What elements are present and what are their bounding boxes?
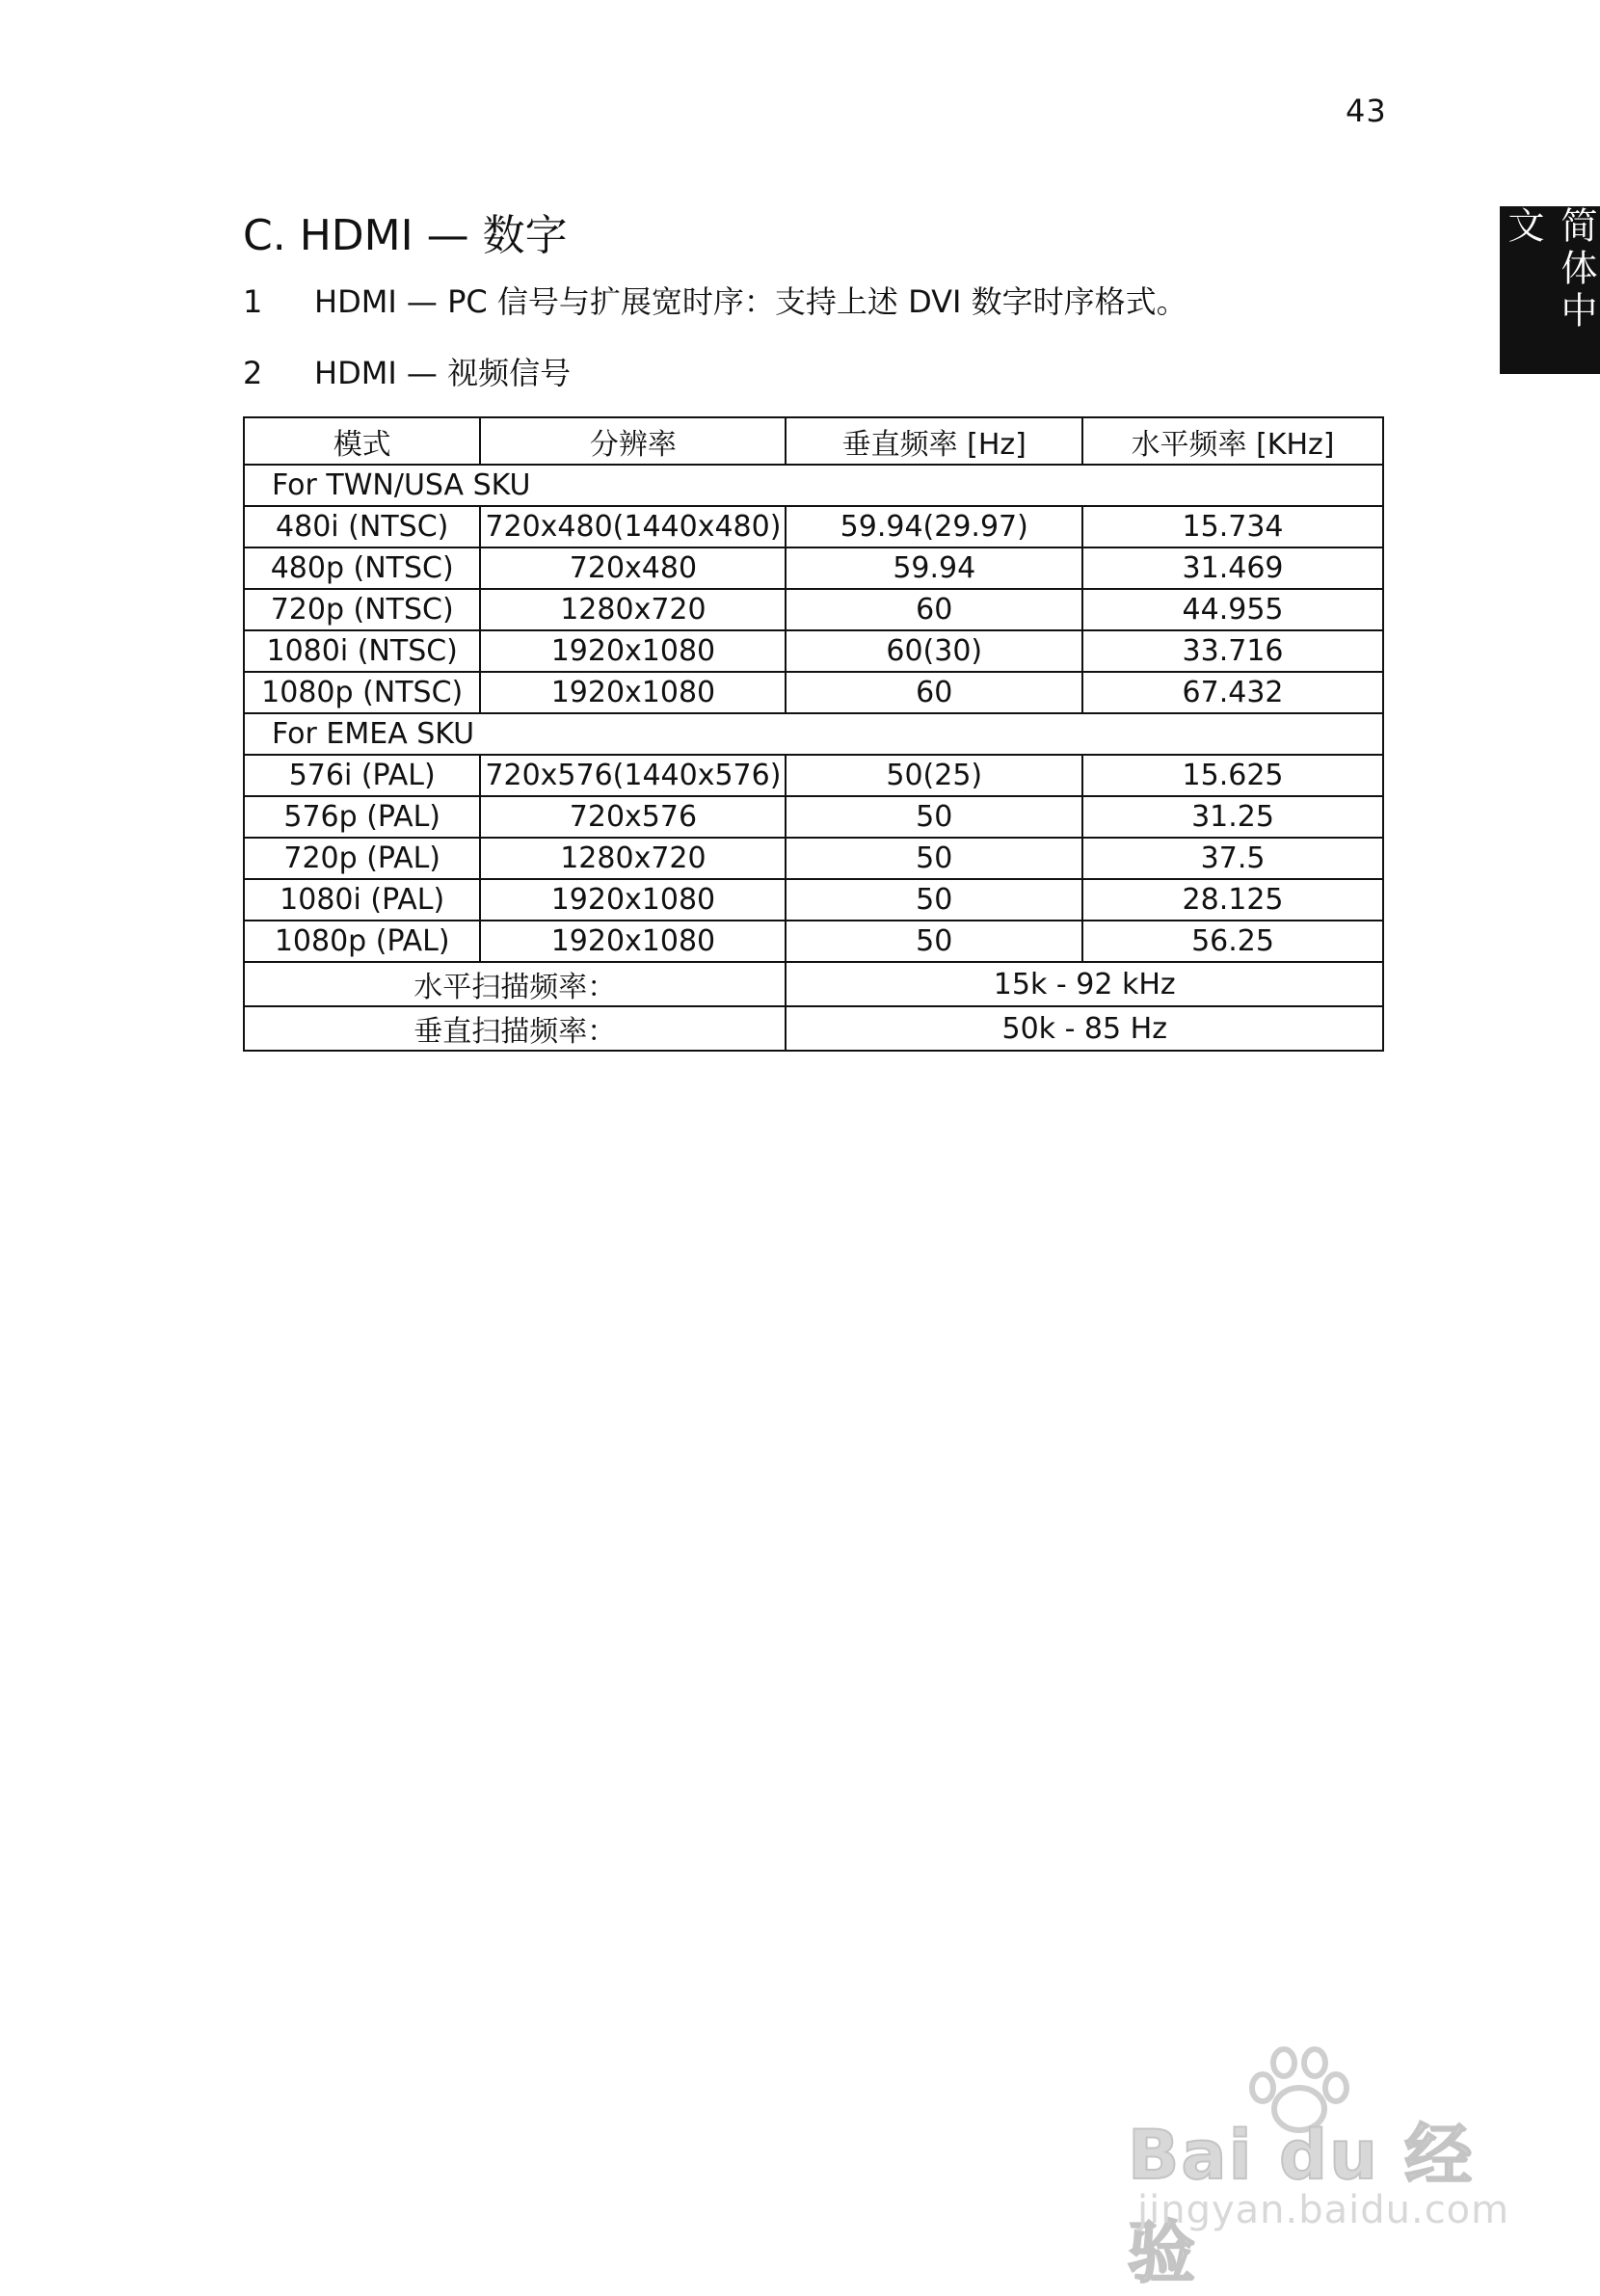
table-row bbox=[244, 589, 1383, 630]
cell-mode: 1080i (NTSC) bbox=[244, 630, 480, 672]
cell-mode: 1080p (PAL) bbox=[244, 921, 480, 962]
column-header-resolution: 分辨率 bbox=[480, 417, 786, 465]
table-row bbox=[244, 672, 1383, 713]
cell-vertical-frequency: 60 bbox=[786, 672, 1082, 713]
table-row bbox=[244, 630, 1383, 672]
language-side-tab-label: 简体中文 bbox=[1502, 206, 1597, 334]
cell-vertical-frequency: 50 bbox=[786, 796, 1082, 838]
cell-horizontal-frequency: 15.734 bbox=[1082, 506, 1383, 547]
column-header-mode: 模式 bbox=[244, 417, 480, 465]
list-item-text: HDMI — PC 信号与扩展宽时序：支持上述 DVI 数字时序格式。 bbox=[314, 283, 1187, 320]
cell-mode: 576i (PAL) bbox=[244, 755, 480, 796]
cell-resolution: 1920x1080 bbox=[480, 630, 786, 672]
cell-horizontal-frequency: 44.955 bbox=[1082, 589, 1383, 630]
cell-resolution: 720x480(1440x480) bbox=[480, 506, 786, 547]
cell-vertical-frequency: 60 bbox=[786, 589, 1082, 630]
cell-horizontal-frequency: 28.125 bbox=[1082, 879, 1383, 921]
cell-horizontal-frequency: 56.25 bbox=[1082, 921, 1383, 962]
cell-mode: 1080p (NTSC) bbox=[244, 672, 480, 713]
table-row bbox=[244, 547, 1383, 589]
cell-vertical-frequency: 50 bbox=[786, 838, 1082, 879]
cell-resolution: 720x576 bbox=[480, 796, 786, 838]
cell-resolution: 1280x720 bbox=[480, 838, 786, 879]
column-header-vertical-frequency: 垂直频率 [Hz] bbox=[786, 417, 1082, 465]
cell-vertical-frequency: 59.94 bbox=[786, 547, 1082, 589]
cell-vertical-frequency: 59.94(29.97) bbox=[786, 506, 1082, 547]
page-number: 43 bbox=[1346, 93, 1387, 129]
list-item bbox=[243, 349, 571, 393]
cell-resolution: 1920x1080 bbox=[480, 672, 786, 713]
horizontal-scan-frequency-label: 水平扫描频率： bbox=[244, 962, 786, 1006]
cell-vertical-frequency: 50 bbox=[786, 921, 1082, 962]
table-row bbox=[244, 921, 1383, 962]
list-item-number: 2 bbox=[243, 355, 263, 391]
cell-mode: 1080i (PAL) bbox=[244, 879, 480, 921]
list-item bbox=[243, 278, 1187, 322]
cell-horizontal-frequency: 15.625 bbox=[1082, 755, 1383, 796]
watermark-url: jingyan.baidu.com bbox=[1137, 2188, 1510, 2232]
cell-horizontal-frequency: 67.432 bbox=[1082, 672, 1383, 713]
table-group-row bbox=[244, 713, 1383, 755]
cell-mode: 720p (NTSC) bbox=[244, 589, 480, 630]
column-header-horizontal-frequency: 水平频率 [KHz] bbox=[1082, 417, 1383, 465]
list-item-number: 1 bbox=[243, 283, 263, 320]
cell-horizontal-frequency: 31.25 bbox=[1082, 796, 1383, 838]
cell-resolution: 720x576(1440x576) bbox=[480, 755, 786, 796]
cell-resolution: 1920x1080 bbox=[480, 921, 786, 962]
table-footer-row bbox=[244, 1006, 1383, 1051]
cell-resolution: 1280x720 bbox=[480, 589, 786, 630]
table-row bbox=[244, 755, 1383, 796]
cell-vertical-frequency: 60(30) bbox=[786, 630, 1082, 672]
cell-horizontal-frequency: 37.5 bbox=[1082, 838, 1383, 879]
cell-horizontal-frequency: 33.716 bbox=[1082, 630, 1383, 672]
baidu-jingyan-watermark bbox=[1128, 2043, 1513, 2292]
vertical-scan-frequency-label: 垂直扫描频率： bbox=[244, 1006, 786, 1051]
hdmi-video-signal-table bbox=[243, 416, 1384, 1052]
table-group-row bbox=[244, 465, 1383, 506]
cell-mode: 576p (PAL) bbox=[244, 796, 480, 838]
watermark-brand: Bai du 经验 bbox=[1128, 2116, 1475, 2292]
cell-resolution: 1920x1080 bbox=[480, 879, 786, 921]
table-footer-row bbox=[244, 962, 1383, 1006]
cell-mode: 480p (NTSC) bbox=[244, 547, 480, 589]
table-row bbox=[244, 796, 1383, 838]
horizontal-scan-frequency-value: 15k - 92 kHz bbox=[786, 962, 1383, 1006]
table-header-row bbox=[244, 417, 1383, 465]
table-row bbox=[244, 879, 1383, 921]
table-row bbox=[244, 506, 1383, 547]
group-label: For EMEA SKU bbox=[244, 713, 1383, 755]
table-row bbox=[244, 838, 1383, 879]
cell-vertical-frequency: 50 bbox=[786, 879, 1082, 921]
language-side-tab bbox=[1500, 206, 1600, 374]
cell-mode: 720p (PAL) bbox=[244, 838, 480, 879]
list-item-text: HDMI — 视频信号 bbox=[314, 355, 572, 391]
group-label: For TWN/USA SKU bbox=[244, 465, 1383, 506]
section-title: C. HDMI — 数字 bbox=[243, 211, 568, 260]
vertical-scan-frequency-value: 50k - 85 Hz bbox=[786, 1006, 1383, 1051]
cell-resolution: 720x480 bbox=[480, 547, 786, 589]
cell-horizontal-frequency: 31.469 bbox=[1082, 547, 1383, 589]
cell-vertical-frequency: 50(25) bbox=[786, 755, 1082, 796]
cell-mode: 480i (NTSC) bbox=[244, 506, 480, 547]
